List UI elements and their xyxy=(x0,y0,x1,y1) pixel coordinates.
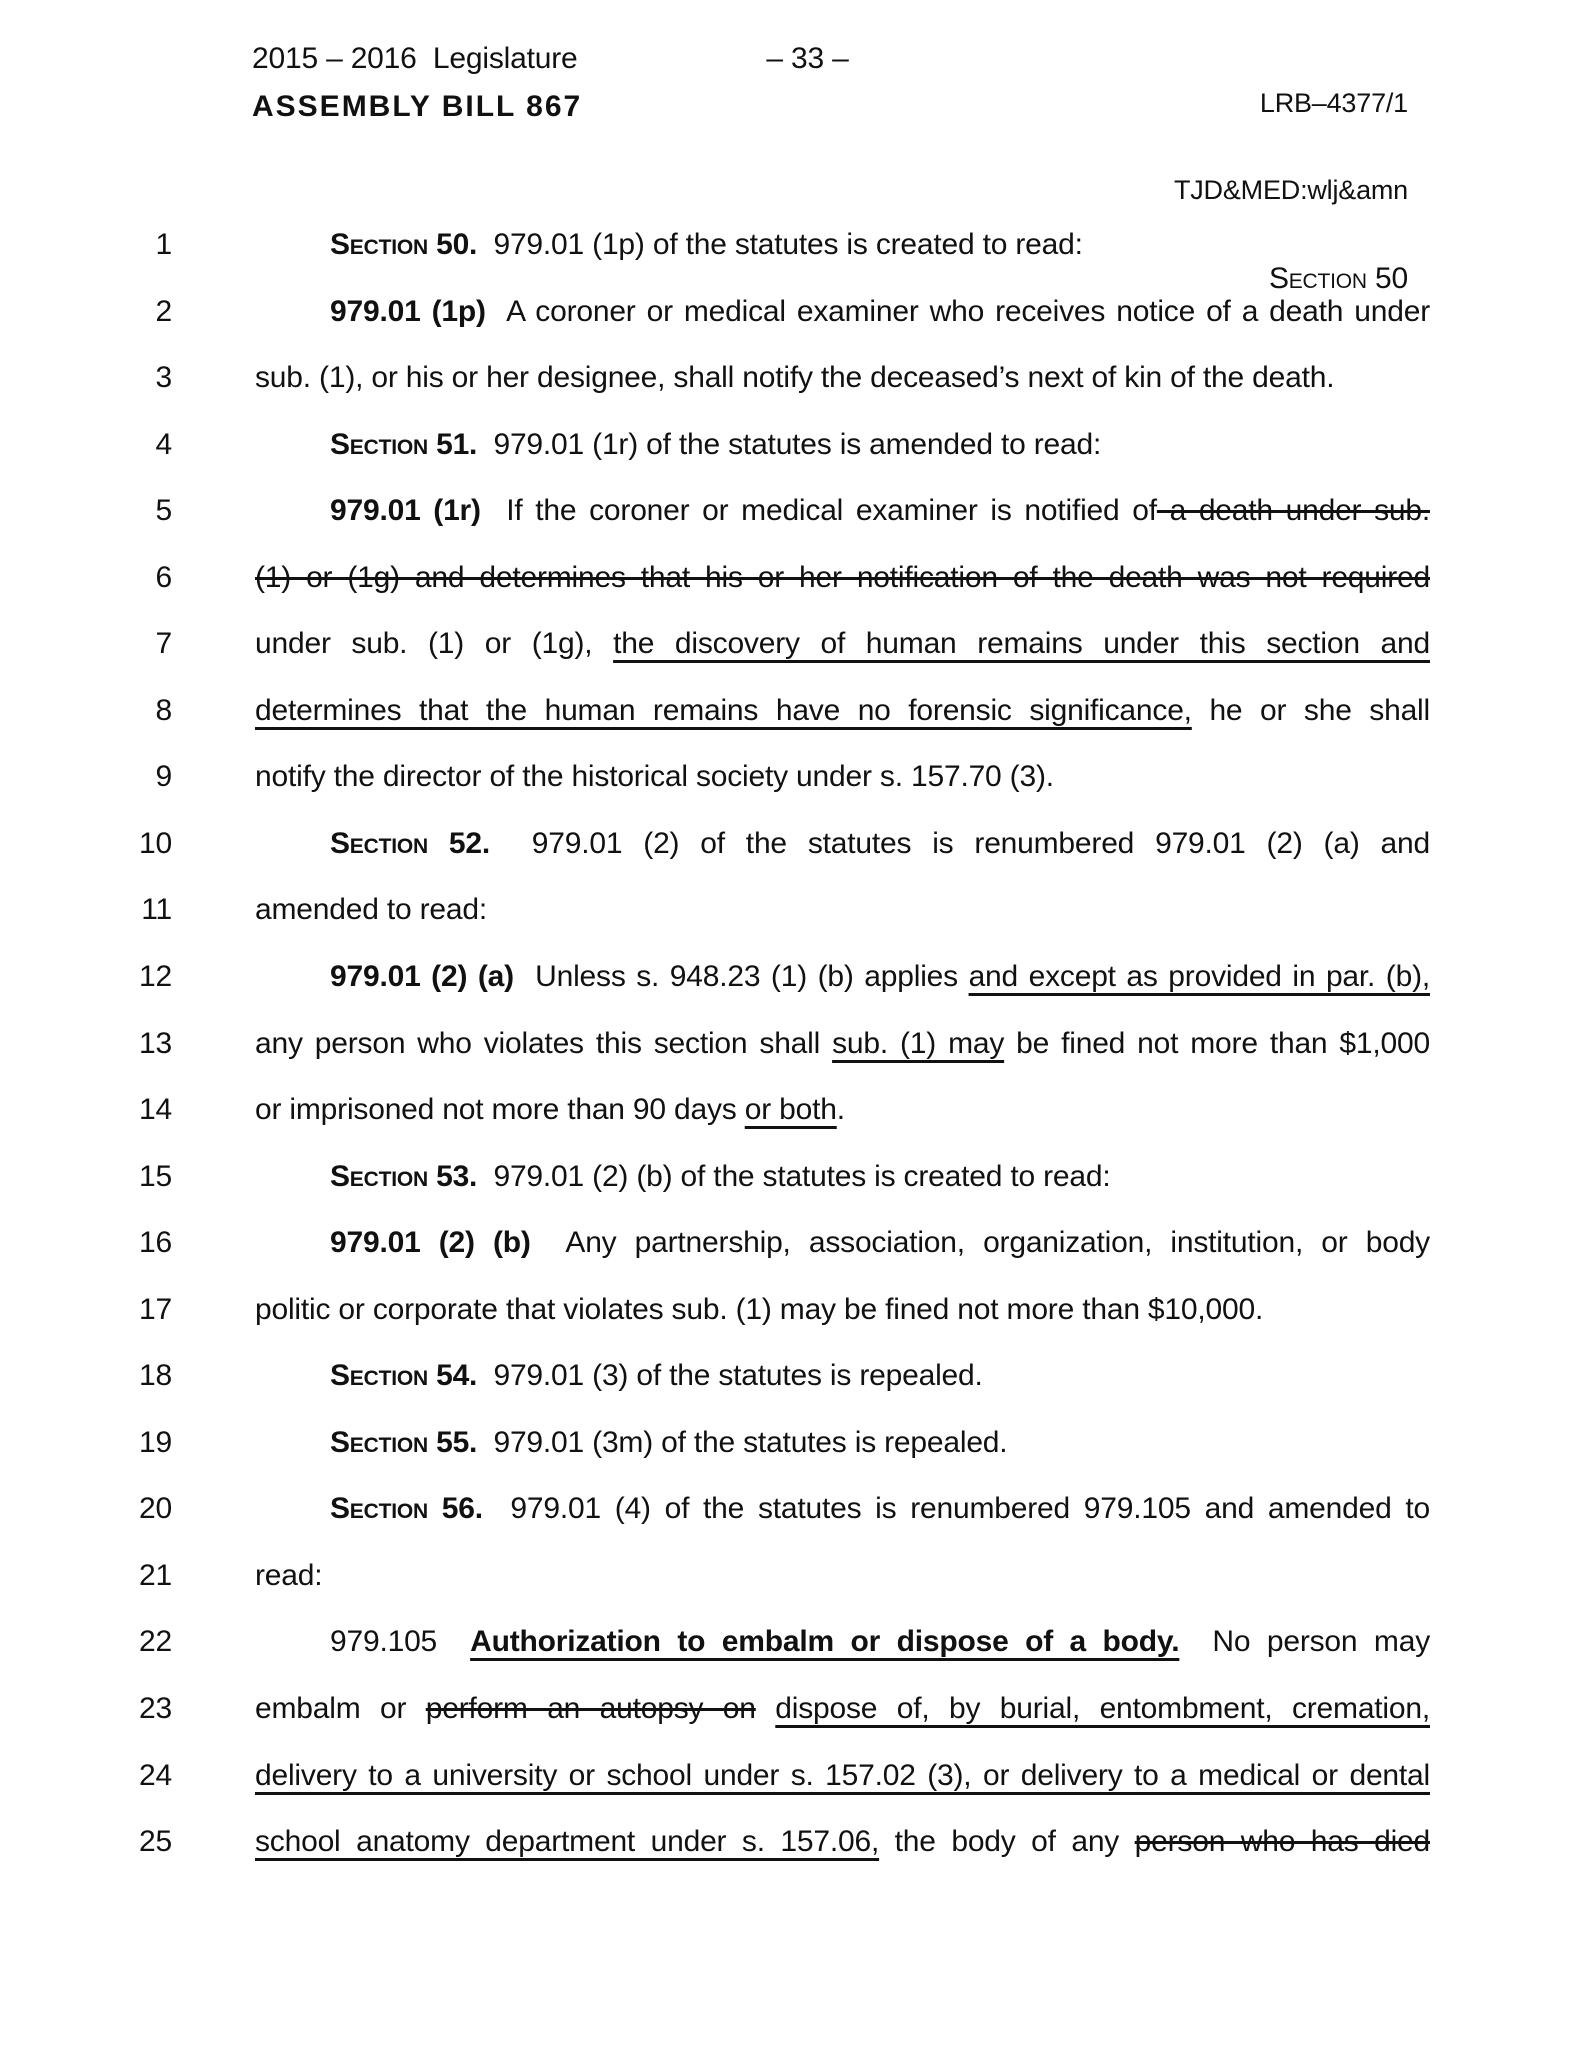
line-row xyxy=(0,1743,1583,1810)
line-number: 21 xyxy=(139,1558,172,1592)
line-text xyxy=(255,1343,1430,1410)
header-drafter-initials: TJD&MED:wlj&amn xyxy=(1173,175,1408,205)
line-row xyxy=(0,1011,1583,1078)
text-segment: 979.01 (1r) of the statutes is amended to read: xyxy=(477,427,1102,461)
header-page-number: – 33 – xyxy=(766,42,849,75)
text-segment: 979.01 (4) of the statutes is renumbered 979.105 and amended to xyxy=(482,1492,1430,1526)
text-segment: a death under sub. xyxy=(1156,494,1430,528)
line-text xyxy=(255,279,1430,346)
text-segment: politic or corporate that violates sub. (1) may be fined not more than $10,000. xyxy=(255,1292,1264,1326)
line-row xyxy=(0,1809,1583,1876)
line-row xyxy=(0,611,1583,678)
text-segment: 979.01 (3m) of the statutes is repealed. xyxy=(477,1425,1008,1459)
line-number: 25 xyxy=(139,1825,172,1859)
text-segment: embalm or xyxy=(255,1692,426,1726)
text-segment: No person may xyxy=(1179,1625,1430,1659)
line-row xyxy=(0,944,1583,1011)
line-row xyxy=(0,545,1583,612)
text-segment: 979.01 (2) (a) xyxy=(330,960,514,994)
line-row xyxy=(0,412,1583,479)
line-text xyxy=(255,678,1430,745)
text-segment: Any partnership, association, organization, institution, or body xyxy=(530,1226,1430,1260)
text-segment: delivery to a university or school under s. 157.02 (3), or delivery to a medical or dental xyxy=(255,1758,1430,1792)
line-row xyxy=(0,478,1583,545)
text-segment: and except as provided in par. (b), xyxy=(968,960,1430,994)
line-row xyxy=(0,1077,1583,1144)
text-segment: amended to read: xyxy=(255,893,487,927)
header-section-ref: Section 50 xyxy=(1268,262,1408,295)
line-row xyxy=(0,1210,1583,1277)
text-segment: 979.01 (3) of the statutes is repealed. xyxy=(477,1359,983,1393)
text-segment: perform an autopsy on xyxy=(425,1692,756,1726)
line-text xyxy=(255,345,1430,412)
line-row xyxy=(0,811,1583,878)
line-text xyxy=(255,1476,1430,1543)
line-text xyxy=(255,412,1430,479)
line-number: 3 xyxy=(155,361,172,395)
line-number: 13 xyxy=(139,1026,172,1060)
line-number: 20 xyxy=(139,1492,172,1526)
text-segment: sub. (1) may xyxy=(832,1026,1005,1060)
text-segment: person who has died xyxy=(1134,1825,1431,1859)
line-text xyxy=(255,1144,1430,1211)
line-text xyxy=(255,1676,1430,1743)
line-text xyxy=(255,1410,1430,1477)
line-number: 9 xyxy=(155,760,172,794)
line-text xyxy=(255,744,1430,811)
line-number: 8 xyxy=(155,693,172,727)
text-segment: 979.01 (2) (b) xyxy=(330,1226,531,1260)
line-text xyxy=(255,1011,1430,1078)
text-segment: 979.01 (1r) xyxy=(330,494,481,528)
text-segment: under sub. (1) or (1g), xyxy=(255,627,614,661)
text-segment: (1) or (1g) and determines that his or her notification of the death was not required xyxy=(255,560,1430,594)
line-number: 4 xyxy=(155,427,172,461)
text-segment: the body of any xyxy=(879,1825,1135,1859)
line-number: 11 xyxy=(141,893,172,927)
text-segment: 979.01 (1p) of the statutes is created to read: xyxy=(477,228,1083,261)
text-segment: Section 50. xyxy=(330,228,478,261)
line-row xyxy=(0,1144,1583,1211)
text-segment xyxy=(756,1692,776,1725)
line-number: 7 xyxy=(155,627,172,661)
line-row xyxy=(0,345,1583,412)
line-text xyxy=(255,1077,1430,1144)
line-number: 22 xyxy=(139,1625,172,1659)
line-row xyxy=(0,212,1583,279)
text-segment: be fined not more than $1,000 xyxy=(1004,1026,1430,1060)
line-row xyxy=(0,1609,1583,1676)
text-segment: 979.01 (2) (b) of the statutes is created to read: xyxy=(477,1159,1111,1193)
line-text xyxy=(255,1809,1430,1876)
line-number: 16 xyxy=(139,1226,172,1260)
text-segment: 979.01 (1p) xyxy=(330,294,486,328)
text-segment: A coroner or medical examiner who receives notice of a death under xyxy=(485,294,1430,328)
line-number: 24 xyxy=(139,1758,172,1792)
line-number: 1 xyxy=(155,228,172,261)
text-segment: Section 54. xyxy=(330,1359,478,1393)
text-segment: 979.01 (2) of the statutes is renumbered 979.01 (2) (a) and xyxy=(489,826,1430,860)
line-text xyxy=(255,1277,1430,1344)
text-segment: read: xyxy=(255,1558,323,1592)
line-text xyxy=(255,1743,1430,1810)
line-text xyxy=(255,1609,1430,1676)
line-number: 23 xyxy=(139,1692,172,1726)
line-number: 14 xyxy=(139,1093,172,1127)
text-segment: Section 52. xyxy=(330,826,490,860)
line-number: 10 xyxy=(139,826,172,860)
line-row xyxy=(0,877,1583,944)
line-number: 18 xyxy=(139,1359,172,1393)
text-segment: sub. (1), or his or her designee, shall notify the deceased’s next of kin of the death. xyxy=(255,361,1335,395)
text-segment: determines that the human remains have no forensic significance, xyxy=(255,693,1192,727)
line-text xyxy=(255,877,1430,944)
text-segment: Section 53. xyxy=(330,1159,478,1193)
header-bill-name: ASSEMBLY BILL 867 xyxy=(252,90,583,123)
line-text xyxy=(255,1543,1430,1610)
text-segment: notify the director of the historical society under s. 157.70 (3). xyxy=(255,760,1054,794)
text-segment xyxy=(437,1625,470,1658)
line-number: 2 xyxy=(155,294,172,328)
line-number: 6 xyxy=(155,560,172,594)
line-text xyxy=(255,944,1430,1011)
text-segment: Section 51. xyxy=(330,427,478,461)
line-row xyxy=(0,744,1583,811)
line-row xyxy=(0,279,1583,346)
text-segment: any person who violates this section shall xyxy=(255,1026,833,1060)
text-segment: If the coroner or medical examiner is notified of xyxy=(480,494,1157,528)
line-number: 12 xyxy=(139,960,172,994)
line-row xyxy=(0,678,1583,745)
line-row xyxy=(0,1343,1583,1410)
bill-lines xyxy=(0,212,1583,1876)
text-segment: Authorization to embalm or dispose of a body. xyxy=(470,1625,1180,1659)
line-number: 19 xyxy=(139,1425,172,1459)
line-row xyxy=(0,1476,1583,1543)
line-number: 17 xyxy=(139,1292,172,1326)
line-text xyxy=(255,212,1430,279)
text-segment: Unless s. 948.23 (1) (b) applies xyxy=(513,960,969,994)
text-segment: or both xyxy=(744,1093,837,1127)
text-segment: 979.105 xyxy=(330,1625,438,1659)
line-row xyxy=(0,1410,1583,1477)
line-text xyxy=(255,545,1430,612)
line-row xyxy=(0,1676,1583,1743)
text-segment: Section 56. xyxy=(330,1492,483,1526)
line-number: 15 xyxy=(139,1159,172,1193)
line-text xyxy=(255,811,1430,878)
line-number: 5 xyxy=(155,494,172,528)
text-segment: . xyxy=(836,1093,845,1127)
line-text xyxy=(255,1210,1430,1277)
text-segment: or imprisoned not more than 90 days xyxy=(255,1093,745,1127)
text-segment: the discovery of human remains under this section and xyxy=(613,627,1430,661)
header-lrb-number: LRB–4377/1 xyxy=(1259,88,1408,118)
line-row xyxy=(0,1543,1583,1610)
text-segment: he or she shall xyxy=(1191,693,1430,727)
line-text xyxy=(255,611,1430,678)
header-legislature: 2015 – 2016 Legislature xyxy=(252,42,578,75)
text-segment: Section 55. xyxy=(330,1425,478,1459)
line-row xyxy=(0,1277,1583,1344)
line-text xyxy=(255,478,1430,545)
text-segment: dispose of, by burial, entombment, cremation, xyxy=(775,1692,1431,1726)
text-segment: school anatomy department under s. 157.06, xyxy=(255,1825,880,1859)
